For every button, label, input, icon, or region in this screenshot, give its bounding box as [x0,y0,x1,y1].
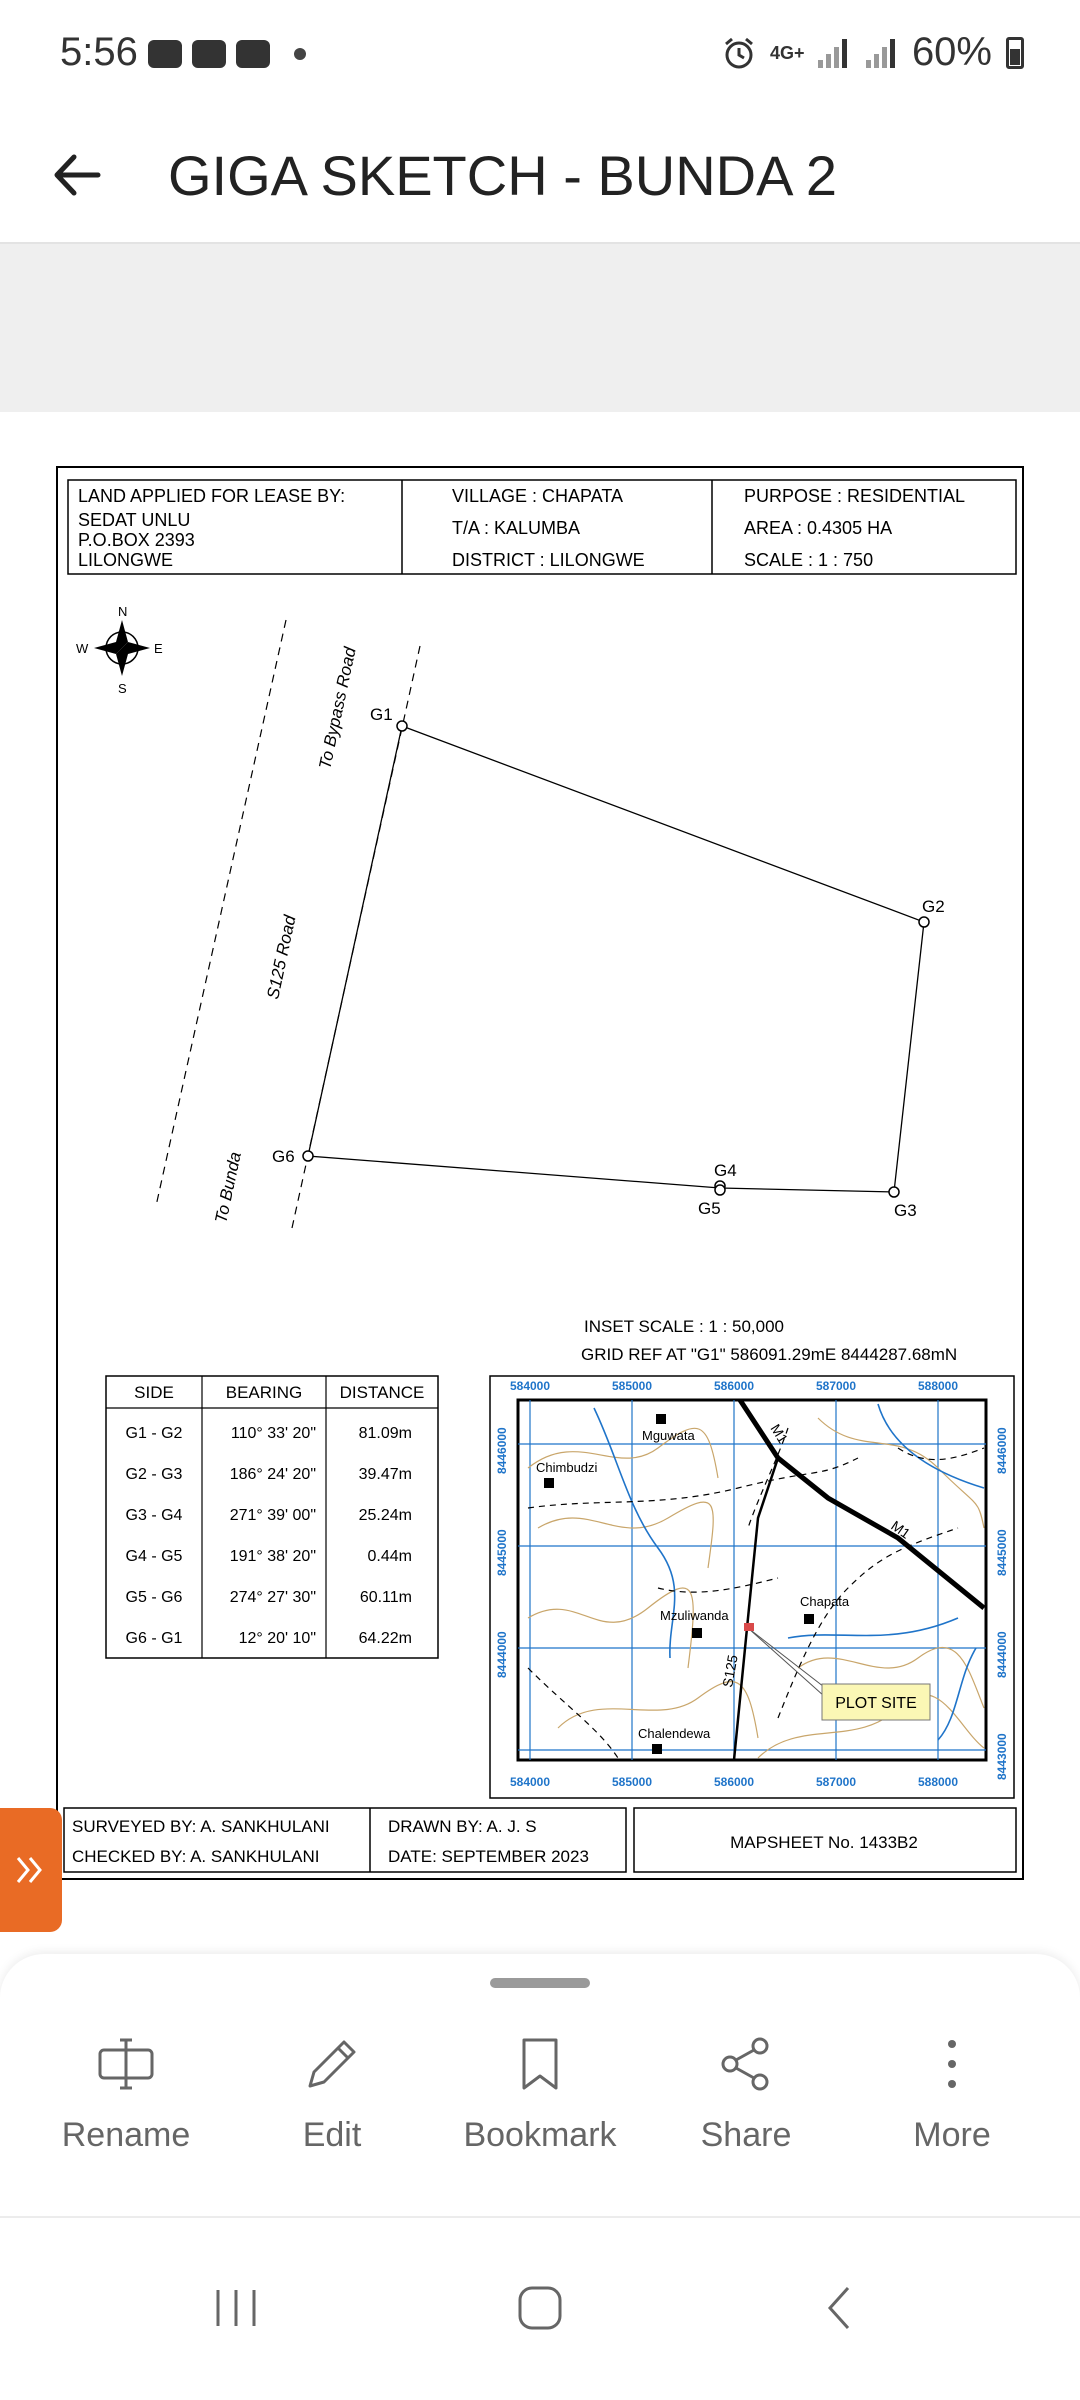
table-cell: 25.24m [358,1507,412,1524]
point-label-g1: G1 [370,705,393,724]
table-cell: G2 - G3 [125,1466,183,1483]
bookmark-icon [510,2034,570,2094]
point-label-g3: G3 [894,1201,917,1220]
table-cell: 12° 20' 10" [238,1630,316,1647]
x-tick: 588000 [917,1775,959,1789]
table-header-bearing: BEARING [225,1383,303,1402]
x-tick: 585000 [611,1379,653,1393]
surveyed-by: SURVEYED BY: A. SANKHULANI [72,1817,330,1836]
table-header-side: SIDE [134,1383,174,1402]
y-tick: 8445000 [495,1529,509,1576]
bookmark-label: Bookmark [463,2116,617,2154]
table-cell: G1 - G2 [125,1425,183,1442]
place-label: Chapata [800,1594,850,1609]
table-cell: 271° 39' 00" [229,1507,316,1524]
table-cell: 64.22m [358,1630,412,1647]
rename-icon [96,2034,156,2094]
x-tick: 585000 [611,1775,653,1789]
beacon-g3 [889,1187,899,1197]
place-marker [692,1628,702,1638]
drawn-by: DRAWN BY: A. J. S [388,1817,537,1836]
battery-icon [1006,37,1024,69]
page-title: GIGA SKETCH - BUNDA 2 [168,144,838,207]
alarm-icon [722,36,756,70]
inset-scale: INSET SCALE : 1 : 50,000 [584,1317,785,1336]
point-label-g4: G4 [714,1161,737,1180]
y-tick: 8444000 [495,1631,509,1678]
more-vertical-icon [922,2034,982,2094]
status-bar [0,0,1080,110]
table-cell: 274° 27' 30" [229,1589,316,1606]
inset-road-s125-label: S125 [719,1653,741,1689]
x-tick: 584000 [509,1775,551,1789]
area: AREA : 0.4305 HA [744,518,893,538]
ta: T/A : KALUMBA [452,518,581,538]
survey-sketch [58,468,1026,1882]
bearing-table [106,1376,438,1658]
y-tick: 8444000 [995,1631,1009,1678]
home-icon[interactable] [500,2278,580,2338]
owner-name: SEDAT UNLU [78,510,191,530]
table-cell: 186° 24' 20" [229,1466,316,1483]
edit-button[interactable] [232,2034,432,2174]
owner-box: P.O.BOX 2393 [78,530,195,550]
road-edge-left [156,620,286,1206]
survey-sketch-image[interactable] [56,466,1024,1880]
place-marker [652,1744,662,1754]
grid-ref: GRID REF AT "G1" 586091.29mE 8444287.68mN [581,1345,958,1364]
table-cell: 39.47m [358,1466,412,1483]
owner-city: LILONGWE [78,550,174,570]
back-nav-icon[interactable] [800,2278,880,2338]
table-cell: G6 - G1 [125,1630,183,1647]
place-label: Mguwata [642,1428,695,1443]
share-label: Share [700,2116,792,2154]
x-tick: 587000 [815,1775,857,1789]
viewer-top-band [0,244,1080,412]
action-bar [0,2034,1080,2174]
inset-map [490,1376,1014,1798]
app-bar [0,110,1080,244]
share-icon [716,2034,776,2094]
sheet-drag-handle[interactable] [490,1978,590,1988]
rename-button[interactable] [26,2034,226,2174]
x-tick: 586000 [713,1775,755,1789]
table-cell: G4 - G5 [125,1548,183,1565]
road-label-s125: S125 Road [263,913,300,1001]
system-nav-bar [0,2218,1080,2400]
youtube-icon [236,40,270,68]
table-cell: G5 - G6 [125,1589,183,1606]
y-tick: 8446000 [495,1427,509,1474]
back-arrow-icon[interactable] [46,140,116,210]
plot-site-marker [744,1623,754,1631]
place-marker [544,1478,554,1488]
rename-label: Rename [61,2116,191,2154]
plot-site-label: PLOT SITE [835,1695,917,1712]
place-label: Mzuliwanda [660,1608,729,1623]
table-cell: 110° 33' 20" [230,1425,316,1442]
inset-road-m1-label: M1 [888,1517,914,1542]
double-chevron-icon [0,1808,62,1932]
network-type: 4G+ [769,42,805,63]
signal-icon [864,36,898,70]
pencil-icon [302,2034,362,2094]
road-label-bunda: To Bunda [211,1150,245,1225]
beacon-g1 [397,721,407,731]
lease-label: LAND APPLIED FOR LEASE BY: [78,486,346,506]
point-label-g6: G6 [272,1147,295,1166]
more-notifications-icon [294,48,306,60]
compass-e: E [154,641,163,656]
place-marker [804,1614,814,1624]
place-label: Chalendewa [638,1726,711,1741]
bookmark-button[interactable] [440,2034,640,2174]
x-tick: 584000 [509,1379,551,1393]
point-label-g5: G5 [698,1199,721,1218]
table-cell: G3 - G4 [125,1507,183,1524]
bottom-action-sheet [0,1954,1080,2400]
checked-by: CHECKED BY: A. SANKHULANI [72,1847,320,1866]
place-label: Chimbudzi [536,1460,598,1475]
gallery-icon [148,40,182,68]
notification-icons [148,40,306,68]
more-button[interactable] [852,2034,1052,2174]
compass-n: N [118,604,128,619]
status-time: 5:56 [60,30,138,74]
scale: SCALE : 1 : 750 [744,550,874,570]
compass-s: S [118,681,127,696]
inset-road-m1-label: M1 [767,1421,792,1447]
compass-w: W [76,641,89,656]
y-tick: 8445000 [995,1529,1009,1576]
road-label-bypass: To Bypass Road [315,645,360,771]
x-tick: 586000 [713,1379,755,1393]
mapsheet: MAPSHEET No. 1433B2 [730,1833,918,1852]
status-right [722,30,1024,75]
point-label-g2: G2 [922,897,945,916]
recents-icon[interactable] [196,2278,276,2338]
more-label: More [913,2116,991,2154]
share-button[interactable] [646,2034,846,2174]
compass-icon [76,604,163,696]
beacon-g2 [919,917,929,927]
youtube-icon [192,40,226,68]
signal-icon [816,36,850,70]
table-cell: 81.09m [358,1425,412,1442]
beacon-g5 [715,1185,725,1195]
table-cell: 0.44m [367,1548,412,1565]
y-tick: 8443000 [995,1733,1009,1780]
beacon-g6 [303,1151,313,1161]
edit-label: Edit [302,2116,362,2154]
table-cell: 191° 38' 20" [229,1548,316,1565]
table-header-distance: DISTANCE [339,1383,425,1402]
y-tick: 8446000 [995,1427,1009,1474]
edge-panel-handle[interactable] [0,1808,62,1932]
place-marker [656,1414,666,1424]
x-tick: 587000 [815,1379,857,1393]
plot-boundary [308,726,924,1192]
village: VILLAGE : CHAPATA [452,486,624,506]
purpose: PURPOSE : RESIDENTIAL [744,486,966,506]
date: DATE: SEPTEMBER 2023 [388,1847,589,1866]
x-tick: 588000 [917,1379,959,1393]
district: DISTRICT : LILONGWE [452,550,645,570]
table-cell: 60.11m [359,1589,412,1606]
battery-percent: 60% [911,30,992,74]
